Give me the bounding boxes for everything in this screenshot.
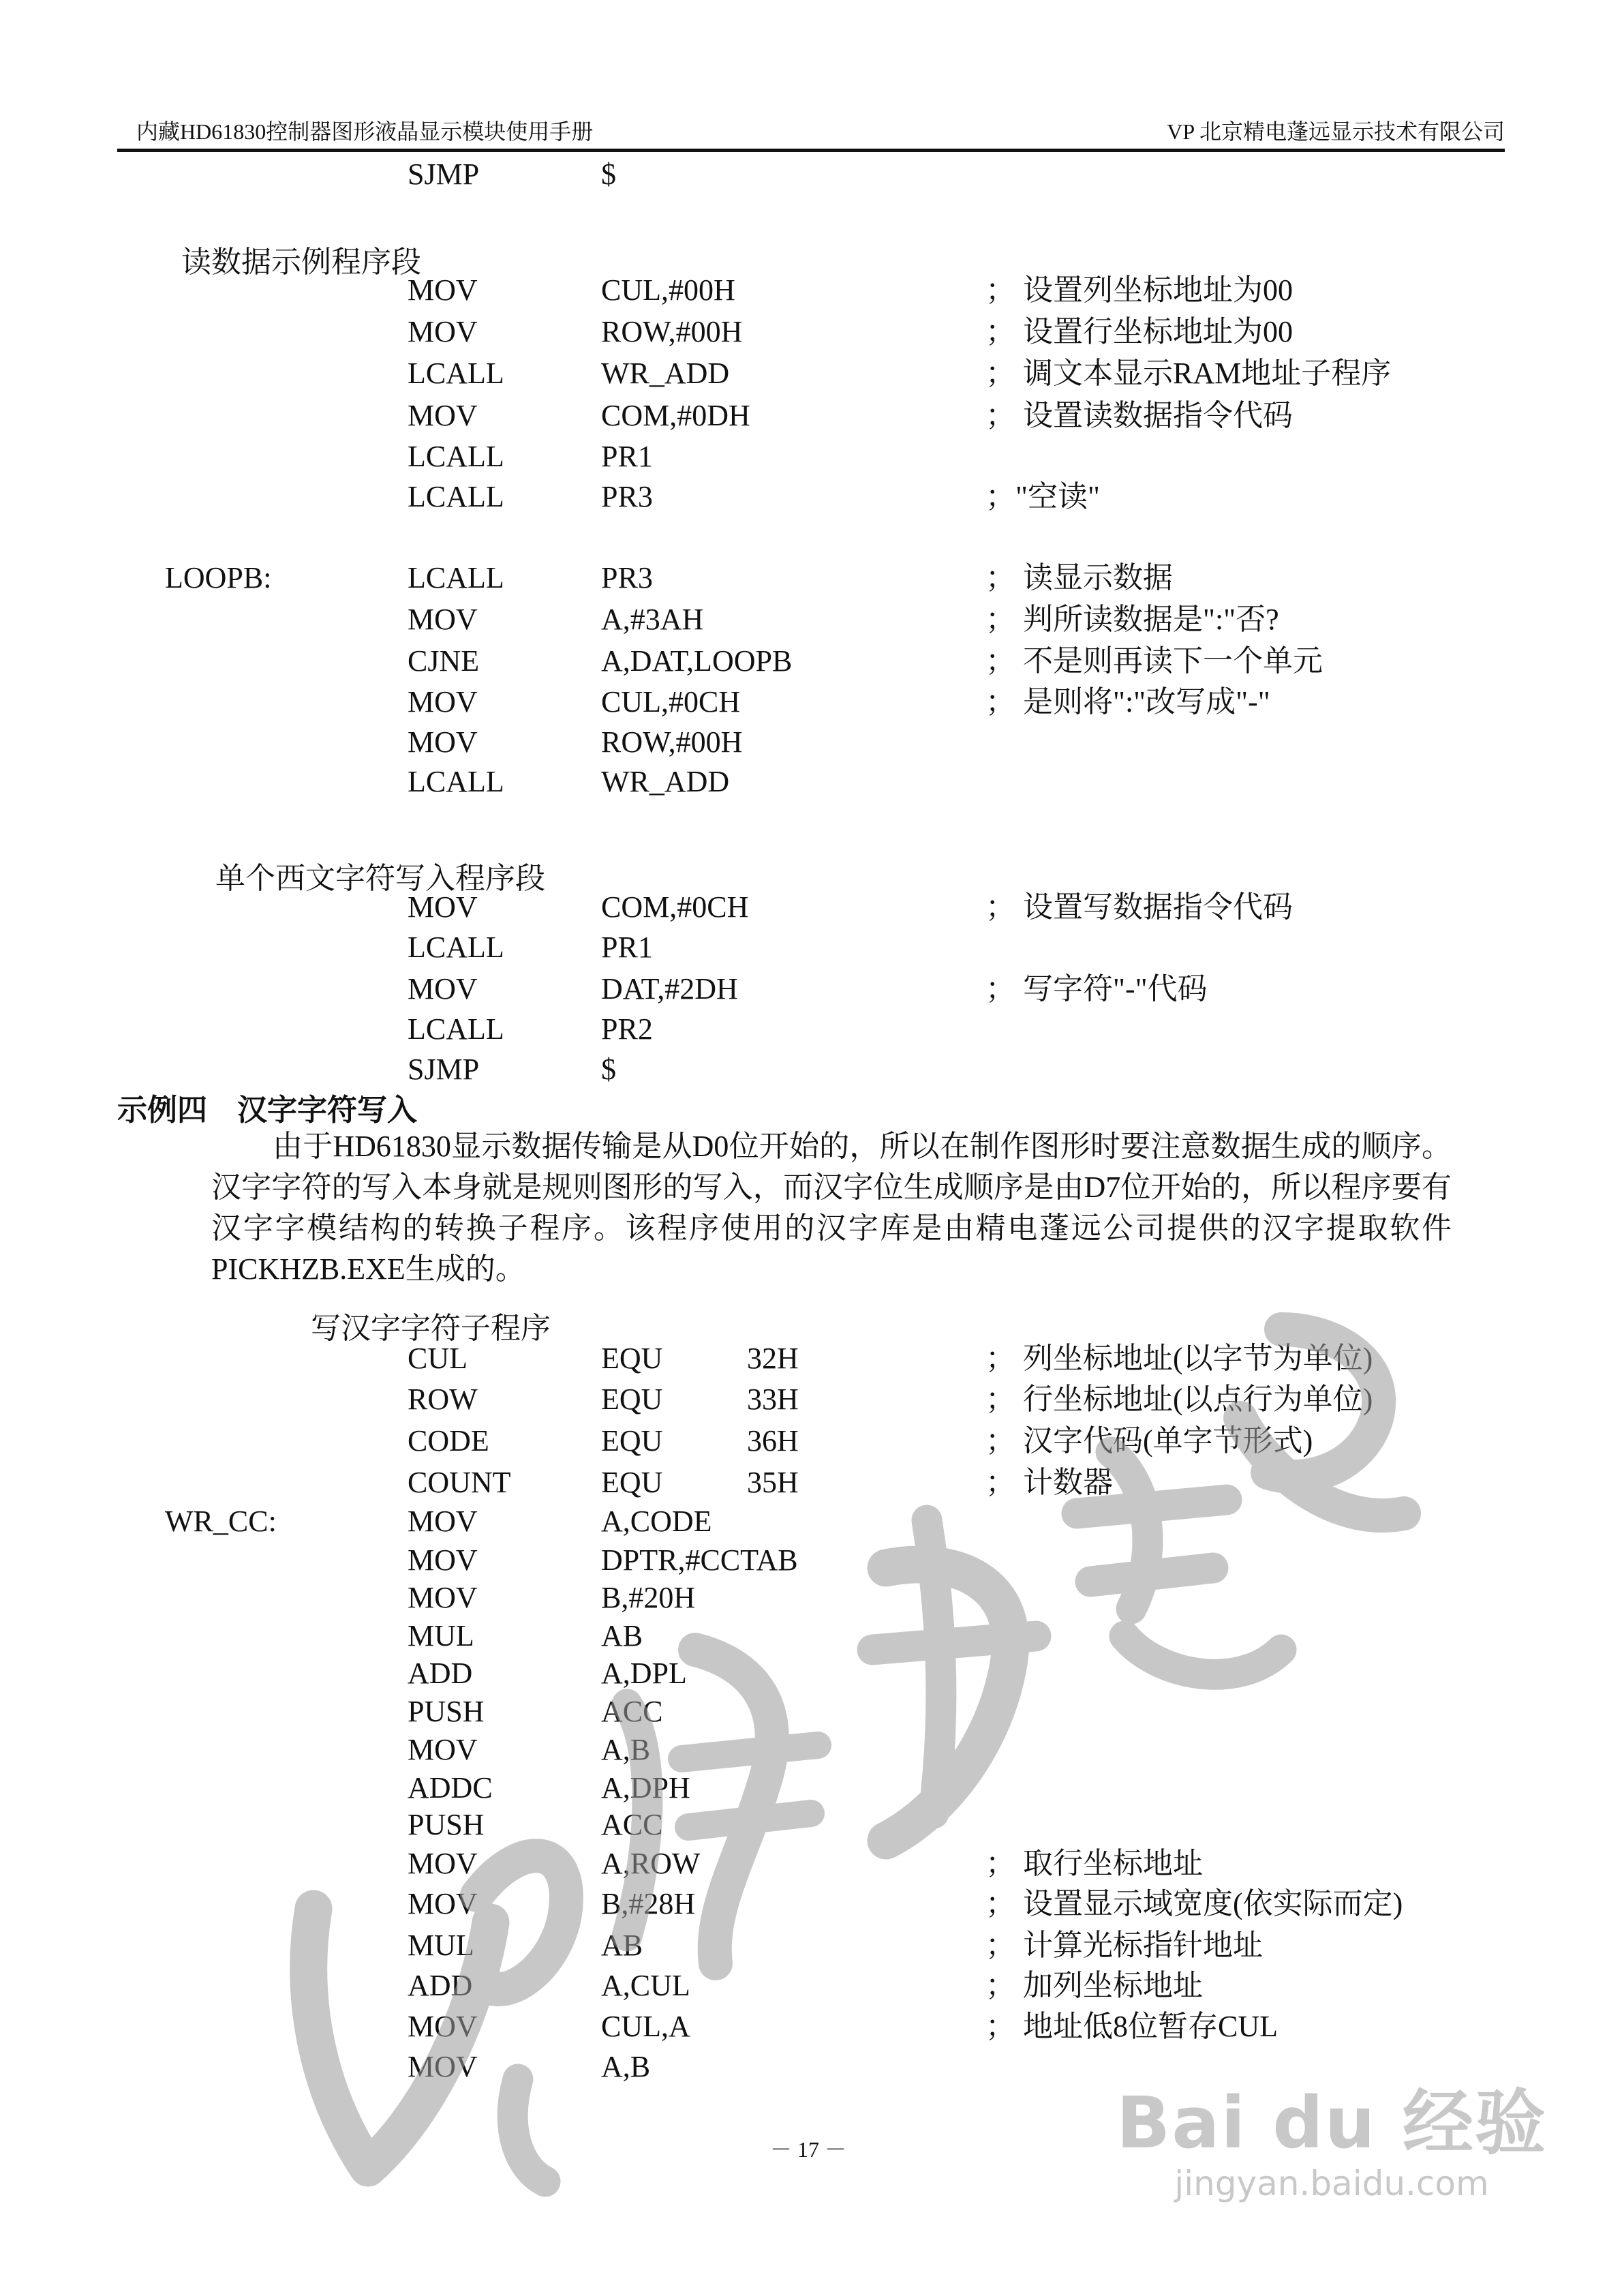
code-operand: A,DPL xyxy=(601,1657,687,1690)
code-value: 33H xyxy=(747,1383,799,1416)
code-operand: A,ROW xyxy=(601,1847,701,1880)
code-operand: ROW,#00H xyxy=(601,315,743,348)
section-title-write-cc: 写汉字字符子程序 xyxy=(311,1312,551,1345)
code-opcode: MOV xyxy=(408,1847,478,1880)
baidu-logo-text: Bai du 经验 xyxy=(1116,2081,1547,2164)
code-operand: PR3 xyxy=(601,561,653,594)
code-label: LOOPB: xyxy=(165,561,272,594)
code-operand: A,#3AH xyxy=(601,603,704,636)
code-opcode: MOV xyxy=(408,399,478,432)
code-operand: COM,#0DH xyxy=(601,399,750,432)
code-opcode: LCALL xyxy=(408,357,504,390)
code-comment: ； 判所读数据是":"否? xyxy=(985,603,1279,636)
code-opcode: ADDC xyxy=(408,1771,493,1804)
code-operand: ACC xyxy=(601,1808,663,1841)
code-opcode: MOV xyxy=(408,1543,478,1577)
code-operand: PR3 xyxy=(601,480,653,513)
section-title-read-data: 读数据示例程序段 xyxy=(181,245,421,279)
code-opcode: MOV xyxy=(408,315,478,348)
code-operand: PR1 xyxy=(601,440,653,473)
code-operand: B,#28H xyxy=(601,1887,696,1920)
code-opcode: ADD xyxy=(408,1969,473,2002)
code-comment: ； 设置写数据指令代码 xyxy=(985,890,1293,924)
code-comment: ； 读显示数据 xyxy=(985,561,1173,594)
header-company-name: VP 北京精电蓬远显示技术有限公司 xyxy=(1167,119,1505,144)
baidu-jingyan-watermark xyxy=(1116,2066,1547,2203)
code-operand: A,CODE xyxy=(601,1505,712,1538)
code-comment: ； 设置读数据指令代码 xyxy=(985,399,1293,432)
code-comment: ； 设置行坐标地址为00 xyxy=(985,315,1293,348)
code-opcode: MOV xyxy=(408,603,478,636)
code-operand: WR_ADD xyxy=(601,765,730,798)
code-comment: ； 地址低8位暂存CUL xyxy=(985,2010,1278,2043)
code-value: 36H xyxy=(747,1424,799,1457)
code-comment: ； 设置显示域宽度(依实际而定) xyxy=(985,1887,1403,1920)
code-comment: ； 不是则再读下一个单元 xyxy=(985,644,1323,678)
code-opcode: MOV xyxy=(408,725,478,759)
code-opcode: MOV xyxy=(408,1733,478,1766)
code-opcode: LCALL xyxy=(408,480,504,513)
code-operand: CUL,#00H xyxy=(601,273,735,307)
code-opcode: PUSH xyxy=(408,1808,485,1841)
code-opcode: MOV xyxy=(408,1581,478,1614)
code-comment: ； 取行坐标地址 xyxy=(985,1847,1203,1880)
code-operand: A,DAT,LOOPB xyxy=(601,644,793,678)
code-operand: A,CUL xyxy=(601,1969,690,2002)
code-operand: DAT,#2DH xyxy=(601,972,738,1006)
code-opcode: ROW xyxy=(408,1383,478,1416)
code-comment: ； 行坐标地址(以点行为单位) xyxy=(985,1383,1373,1416)
code-opcode: LCALL xyxy=(408,931,504,964)
code-comment: ； 计算光标指针地址 xyxy=(985,1929,1263,1962)
code-comment: ； 计数器 xyxy=(985,1466,1113,1499)
code-value: 32H xyxy=(747,1342,799,1375)
code-operand: ACC xyxy=(601,1695,663,1728)
example4-heading: 示例四 汉字字符写入 xyxy=(117,1093,417,1128)
code-operand: A,DPH xyxy=(601,1771,690,1804)
code-operand: $ xyxy=(601,157,616,191)
code-opcode: MOV xyxy=(408,2050,478,2083)
code-opcode: MOV xyxy=(408,1887,478,1920)
header-divider xyxy=(117,149,1505,152)
code-opcode: MOV xyxy=(408,972,478,1006)
code-comment: ； 写字符"-"代码 xyxy=(985,972,1208,1006)
code-comment: ； 是则将":"改写成"-" xyxy=(985,685,1270,719)
code-operand: WR_ADD xyxy=(601,357,730,390)
code-opcode: LCALL xyxy=(408,440,504,473)
code-operand: $ xyxy=(601,1053,616,1086)
page-number: － 17 － xyxy=(770,2137,847,2162)
code-operand: B,#20H xyxy=(601,1581,696,1614)
code-operand: ROW,#00H xyxy=(601,725,743,759)
code-opcode: MUL xyxy=(408,1929,474,1962)
code-opcode: PUSH xyxy=(408,1695,485,1728)
code-opcode: CJNE xyxy=(408,644,480,678)
code-opcode: ADD xyxy=(408,1657,473,1690)
code-operand: PR1 xyxy=(601,931,653,964)
code-opcode: CUL xyxy=(408,1342,468,1375)
code-opcode: LCALL xyxy=(408,561,504,594)
code-operand: EQU xyxy=(601,1424,663,1457)
code-comment: ； 汉字代码(单字节形式) xyxy=(985,1424,1313,1457)
code-comment: ；"空读" xyxy=(985,480,1100,513)
code-opcode: LCALL xyxy=(408,765,504,798)
baidu-url-text: jingyan.baidu.com xyxy=(1174,2164,1489,2203)
code-operand: DPTR,#CCTAB xyxy=(601,1543,798,1577)
code-opcode: MOV xyxy=(408,1505,478,1538)
code-opcode: LCALL xyxy=(408,1012,504,1046)
code-label: WR_CC: xyxy=(165,1505,277,1538)
code-opcode: SJMP xyxy=(408,1053,480,1086)
code-comment: ； 设置列坐标地址为00 xyxy=(985,273,1293,307)
code-comment: ； 列坐标地址(以字节为单位) xyxy=(985,1342,1373,1375)
code-opcode: SJMP xyxy=(408,157,480,191)
code-opcode: COUNT xyxy=(408,1466,511,1499)
example4-paragraph: 由于HD61830显示数据传输是从D0位开始的，所以在制作图形时要注意数据生成的顺序。汉字字符的写入本身就是规则图形的写入，而汉字位生成顺序是由D7位开始的，所以程序要有汉字字模结构的转换子程序。该程序使用的汉字库是由精电蓬远公司提供的汉字提取软件PICKHZB.EXE生成的。 xyxy=(211,1130,1452,1286)
code-comment: ； 调文本显示RAM地址子程序 xyxy=(985,357,1392,390)
code-operand: PR2 xyxy=(601,1012,653,1046)
code-comment: ； 加列坐标地址 xyxy=(985,1969,1203,2002)
code-operand: COM,#0CH xyxy=(601,890,749,924)
code-opcode: MUL xyxy=(408,1619,474,1652)
code-opcode: CODE xyxy=(408,1424,489,1457)
code-opcode: MOV xyxy=(408,2010,478,2043)
code-value: 35H xyxy=(747,1466,799,1499)
code-operand: A,B xyxy=(601,2050,651,2083)
code-operand: CUL,A xyxy=(601,2010,690,2043)
code-operand: EQU xyxy=(601,1466,663,1499)
header-manual-title: 内藏HD61830控制器图形液晶显示模块使用手册 xyxy=(136,119,594,144)
code-operand: A,B xyxy=(601,1733,651,1766)
code-operand: AB xyxy=(601,1619,643,1652)
section-title-write-char: 单个西文字符写入程序段 xyxy=(215,862,545,895)
code-opcode: MOV xyxy=(408,890,478,924)
code-opcode: MOV xyxy=(408,273,478,307)
code-opcode: MOV xyxy=(408,685,478,719)
code-operand: CUL,#0CH xyxy=(601,685,741,719)
code-operand: EQU xyxy=(601,1342,663,1375)
code-operand: AB xyxy=(601,1929,643,1962)
code-operand: EQU xyxy=(601,1383,663,1416)
